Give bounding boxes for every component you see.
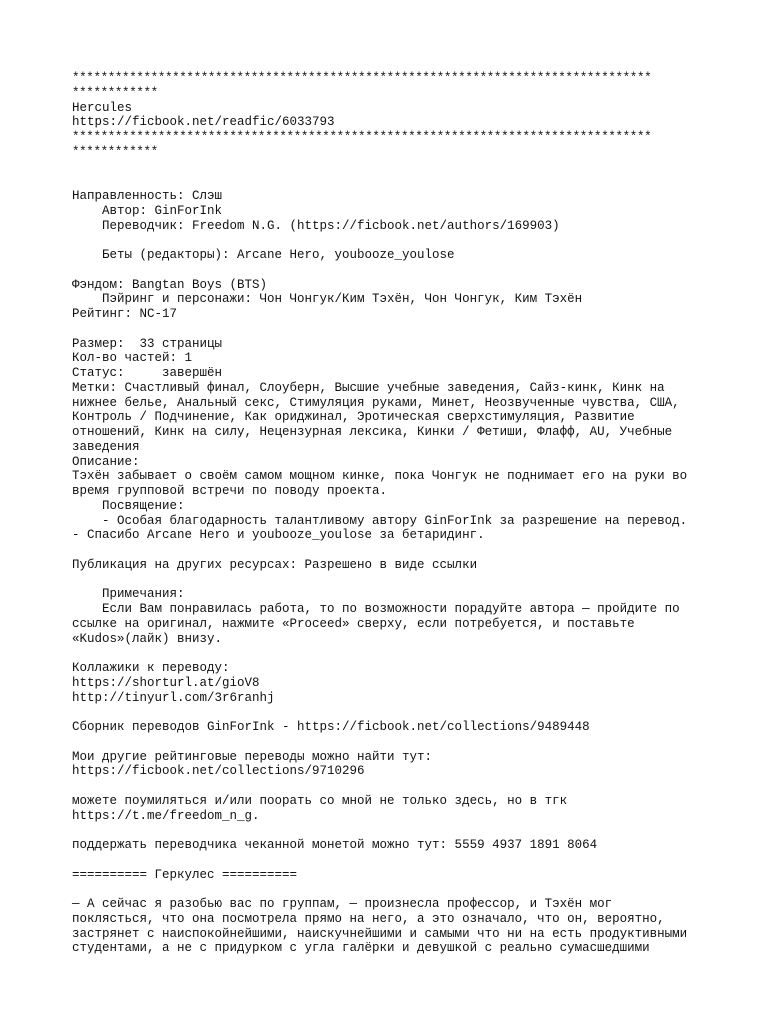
text-line: ========== Геркулес ========== bbox=[72, 867, 298, 882]
text-line: https://shorturl.at/gioV8 bbox=[72, 675, 260, 690]
text-line: Контроль / Подчинение, Как ориджинал, Эротическая сверхстимуляция, Развитие bbox=[72, 410, 635, 425]
text-line: https://t.me/freedom_n_g. bbox=[72, 808, 260, 823]
blank-line bbox=[72, 160, 712, 175]
text-line: можете поумиляться и/или поорать со мной не только здесь, но в тгк bbox=[72, 793, 568, 808]
blank-line bbox=[72, 174, 712, 189]
text-line: https://ficbook.net/collections/9710296 bbox=[72, 764, 365, 779]
text-line: отношений, Кинк на силу, Нецензурная лексика, Кинки / Фетиши, Флафф, AU, Учебные bbox=[72, 425, 673, 439]
text-line: нижнее белье, Анальный секс, Стимуляция руками, Минет, Неозвученные чувства, США, bbox=[72, 395, 680, 410]
text-line: https://ficbook.net/readfic/6033793 bbox=[72, 115, 335, 130]
text-line: Направленность: Слэш bbox=[72, 189, 223, 203]
blank-line bbox=[72, 646, 712, 661]
text-line: застрянет с наиспокойнейшими, наискучнейшими и самыми что ни на есть продуктивными bbox=[72, 926, 688, 941]
text-line: Метки: Счастливый финал, Слоуберн, Высшие учебные заведения, Сайз-кинк, Кинк на bbox=[72, 380, 665, 395]
text-line: Переводчик: Freedom N.G. (https://ficbook.net/authors/169903) bbox=[72, 218, 560, 233]
blank-line bbox=[72, 573, 712, 588]
text-line: Фэндом: Bangtan Boys (BTS) bbox=[72, 277, 268, 292]
text-line: Примечания: bbox=[72, 587, 185, 602]
text-line: - Спасибо Arcane Hero и youbooze_youlose за бетаридинг. bbox=[72, 528, 485, 543]
text-line: Тэхён забывает о своём самом мощном кинке, пока Чонгук не поднимает его на руки во bbox=[72, 469, 688, 484]
text-line: Описание: bbox=[72, 454, 140, 469]
text-line: Мои другие рейтинговые переводы можно найти тут: bbox=[72, 749, 433, 764]
text-line: Посвящение: bbox=[72, 498, 185, 513]
document-page bbox=[72, 71, 712, 956]
text-line: - Особая благодарность талантливому автору GinForInk за разрешение на перевод. bbox=[72, 513, 688, 528]
separator-line: ********************************************************************************* bbox=[72, 130, 652, 144]
text-line: Кол-во частей: 1 bbox=[72, 351, 193, 366]
text-line: Статус: завершён bbox=[72, 366, 223, 380]
text-line: Публикация на других ресурсах: Разрешено в виде ссылки bbox=[72, 557, 478, 572]
text-line: Пэйринг и персонажи: Чон Чонгук/Ким Тэхён, Чон Чонгук, Ким Тэхён bbox=[72, 292, 583, 307]
text-line: Если Вам понравилась работа, то по возможности порадуйте автора — пройдите по bbox=[72, 602, 680, 616]
text-line: Сборник переводов GinForInk - https://ficbook.net/collections/9489448 bbox=[72, 720, 590, 734]
separator-line: ********************************************************************************* bbox=[72, 71, 652, 85]
text-line: Беты (редакторы): Arcane Hero, youbooze_youlose bbox=[72, 248, 455, 262]
blank-line bbox=[72, 779, 712, 794]
text-line: «Kudos»(лайк) внизу. bbox=[72, 631, 223, 646]
text-line: заведения bbox=[72, 439, 140, 454]
text-line: ссылке на оригинал, нажмите «Proceed» сверху, если потребуется, и поставьте bbox=[72, 616, 635, 631]
text-line: — А сейчас я разобью вас по группам, — произнесла профессор, и Тэхён мог bbox=[72, 897, 613, 911]
text-line: http://tinyurl.com/3r6ranhj bbox=[72, 690, 275, 705]
blank-line bbox=[72, 853, 712, 868]
blank-line bbox=[72, 233, 712, 248]
text-line: поддержать переводчика чеканной монетой можно тут: 5559 4937 1891 8064 bbox=[72, 838, 598, 852]
separator-line: ************ bbox=[72, 144, 158, 159]
separator-line: ************ bbox=[72, 85, 158, 100]
blank-line bbox=[72, 882, 712, 897]
text-line: Рейтинг: NC-17 bbox=[72, 307, 178, 321]
text-line: время групповой встречи по поводу проекта. bbox=[72, 484, 388, 498]
blank-line bbox=[72, 735, 712, 750]
text-line: студентами, а не с придурком с угла галёрки и девушкой с реально сумасшедшими bbox=[72, 941, 650, 956]
text-line: Коллажики к переводу: bbox=[72, 661, 230, 675]
blank-line bbox=[72, 543, 712, 558]
blank-line bbox=[72, 263, 712, 278]
text-line: Hercules bbox=[72, 100, 133, 115]
blank-line bbox=[72, 322, 712, 337]
blank-line bbox=[72, 705, 712, 720]
blank-line bbox=[72, 823, 712, 838]
text-line: Размер: 33 страницы bbox=[72, 336, 223, 351]
text-line: поклясться, что она посмотрела прямо на него, а это означало, что он, вероятно, bbox=[72, 911, 665, 926]
text-line: Автор: GinForInk bbox=[72, 203, 223, 218]
